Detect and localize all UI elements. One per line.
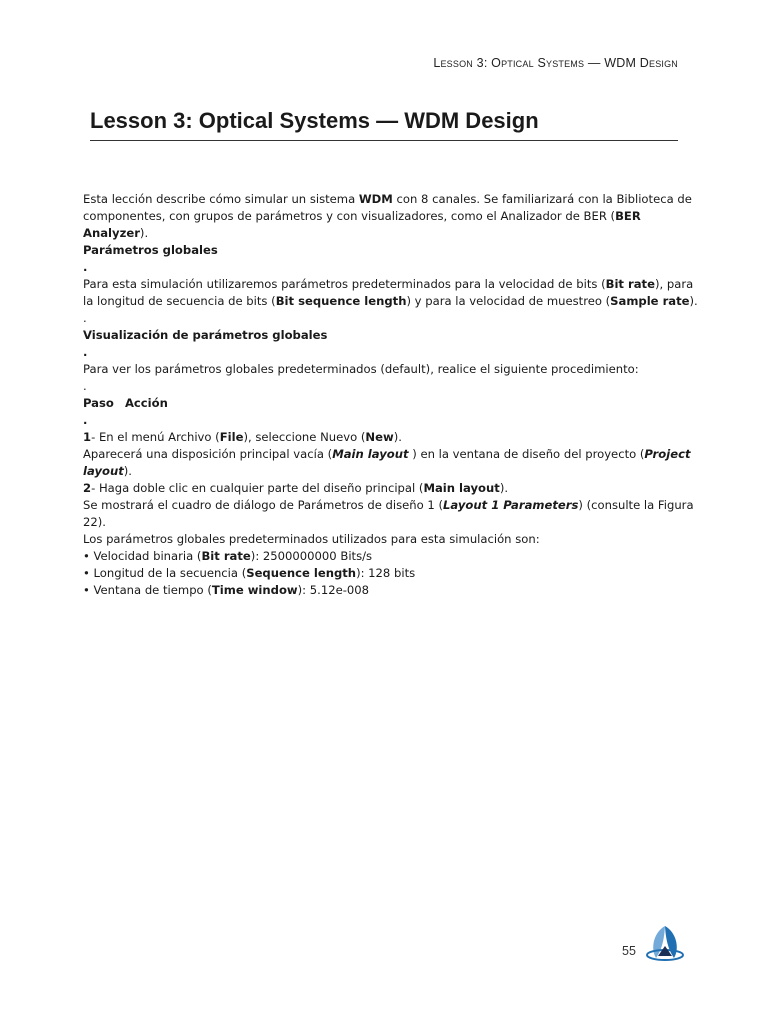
step-1: 1- En el menú Archivo (File), seleccione Nuevo (New). — [83, 430, 402, 444]
section-heading-global-params: Parámetros globales — [83, 243, 218, 257]
action-column-header: Acción — [124, 396, 168, 410]
section-heading-view-params: Visualización de parámetros globales — [83, 328, 328, 342]
page-title: Lesson 3: Optical Systems — WDM Design — [90, 108, 678, 141]
procedure-paragraph: Para ver los parámetros globales predeterminados (default), realice el siguiente procedimiento: — [83, 362, 639, 376]
step-table-header — [83, 395, 703, 412]
bullet-item-bit-rate: • Velocidad binaria (Bit rate): 2500000000 Bits/s — [83, 549, 373, 563]
bullet-item-sequence-length: • Longitud de la secuencia (Sequence length): 128 bits — [83, 566, 416, 580]
separator-dot: . — [83, 413, 88, 427]
document-body — [83, 191, 703, 599]
defaults-intro: Los parámetros globales predeterminados utilizados para esta simulación son: — [83, 532, 540, 546]
running-header: Lesson 3: Optical Systems — WDM Design — [433, 56, 678, 70]
step-1-result: Aparecerá una disposición principal vacía (Main layout ) en la ventana de diseño del proyecto (Project layout). — [83, 447, 691, 478]
page-number: 55 — [622, 944, 636, 958]
step-column-header: Paso — [83, 396, 114, 410]
separator-dot: . — [83, 379, 87, 393]
global-params-paragraph: Para esta simulación utilizaremos parámetros predeterminados para la velocidad de bits (Bit rate), para la longitud de secuencia de bits (Bit sequence length) y para la velocidad de muestreo (Sample rate). — [83, 277, 698, 308]
bullet-item-time-window: • Ventana de tiempo (Time window): 5.12e-008 — [83, 583, 370, 597]
separator-dot: . — [83, 260, 88, 274]
step-2: 2- Haga doble clic en cualquier parte del diseño principal (Main layout). — [83, 481, 509, 495]
separator-dot: . — [83, 311, 87, 325]
step-2-result: Se mostrará el cuadro de diálogo de Parámetros de diseño 1 (Layout 1 Parameters) (consulte la Figura 22). — [83, 498, 694, 529]
separator-dot: . — [83, 345, 88, 359]
intro-paragraph: Esta lección describe cómo simular un sistema WDM con 8 canales. Se familiarizará con la Biblioteca de componentes, con grupos de parámetros y con visualizadores, como el Analizador de BER (BER Analyzer). — [83, 192, 692, 240]
optiwave-logo-icon — [644, 922, 686, 964]
